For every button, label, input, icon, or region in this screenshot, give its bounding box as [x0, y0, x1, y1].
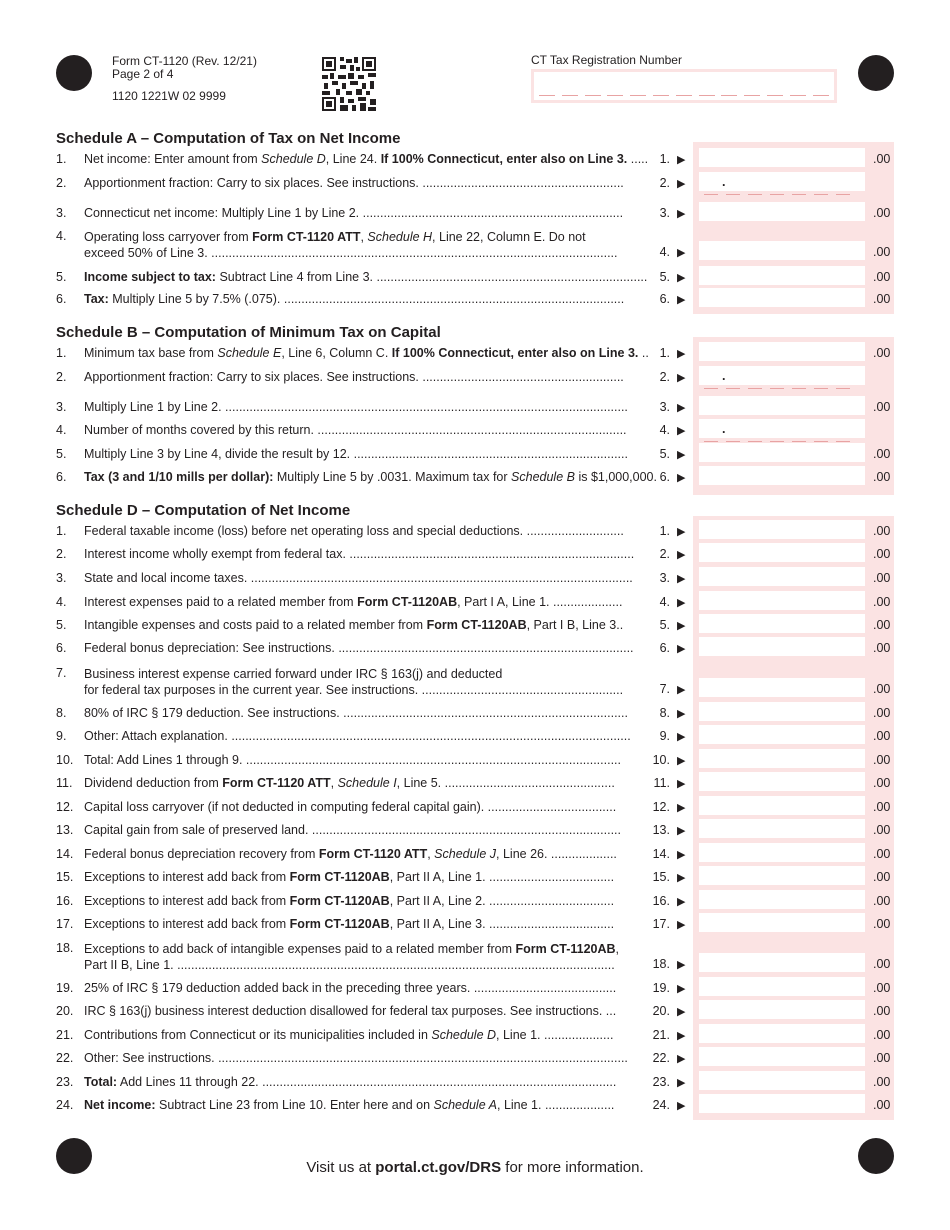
amount-input[interactable]	[699, 977, 865, 996]
schedule-b-title: Schedule B – Computation of Minimum Tax on Capital	[56, 324, 441, 341]
line-reference: 7.	[659, 682, 670, 696]
arrow-icon: ▶	[677, 1030, 686, 1042]
line-number: 14.	[56, 847, 74, 861]
cents-label: .00	[873, 847, 891, 861]
line-reference: 6.	[659, 292, 670, 306]
arrow-icon: ▶	[677, 449, 686, 461]
line-description: Contributions from Connecticut or its municipalities included in Schedule D, Line 1. ....................	[84, 1028, 614, 1042]
line-reference: 17.	[652, 917, 670, 931]
line-description: Federal bonus depreciation recovery from Form CT-1120 ATT, Schedule J, Line 26. ...................	[84, 847, 617, 861]
line-number: 9.	[56, 729, 67, 743]
line-number: 4.	[56, 595, 67, 609]
line-number: 23.	[56, 1075, 74, 1089]
line-reference: 8.	[659, 706, 670, 720]
line-description: Multiply Line 1 by Line 2. ....................................................................................................................	[84, 400, 628, 414]
line-number: 3.	[56, 206, 67, 220]
line-description: Total: Add Lines 11 through 22. ......................................................................................................	[84, 1075, 617, 1089]
amount-input[interactable]	[699, 772, 865, 791]
amount-input[interactable]	[699, 890, 865, 909]
line-reference: 4.	[659, 423, 670, 437]
amount-input[interactable]	[699, 796, 865, 815]
digit-guide	[814, 441, 828, 442]
digit-guide	[562, 95, 578, 96]
amount-input[interactable]	[699, 1047, 865, 1066]
digit-guide	[836, 194, 850, 195]
arrow-icon: ▶	[677, 1077, 686, 1089]
digit-guide	[836, 388, 850, 389]
line-number: 5.	[56, 447, 67, 461]
line-description: Business interest expense carried forward under IRC § 163(j) and deducted for federal tax purposes in the current year. See instructions. ..........................................................	[84, 667, 624, 697]
digit-guide	[676, 95, 692, 96]
line-number: 12.	[56, 800, 74, 814]
arrow-icon: ▶	[677, 731, 686, 743]
amount-input[interactable]	[699, 591, 865, 610]
digit-guide	[653, 95, 669, 96]
line-description: Exceptions to add back of intangible expenses paid to a related member from Form CT-1120AB, Part II B, Line 1. ..............................................................................................................................	[84, 942, 620, 972]
line-reference: 1.	[659, 524, 670, 538]
line-description: Income subject to tax: Subtract Line 4 from Line 3. ..............................................................................	[84, 270, 648, 284]
cents-label: .00	[873, 981, 891, 995]
decimal-point: .	[722, 422, 726, 436]
arrow-icon: ▶	[677, 872, 686, 884]
amount-input[interactable]	[699, 749, 865, 768]
arrow-icon: ▶	[677, 526, 686, 538]
line-number: 2.	[56, 370, 67, 384]
cents-label: .00	[873, 776, 891, 790]
line-number: 6.	[56, 470, 67, 484]
line-number: 11.	[56, 776, 73, 790]
arrow-icon: ▶	[677, 208, 686, 220]
digit-guide	[744, 95, 760, 96]
qr-code	[322, 57, 376, 111]
cents-label: .00	[873, 800, 891, 814]
line-reference: 4.	[659, 595, 670, 609]
cents-label: .00	[873, 400, 891, 414]
line-number: 16.	[56, 894, 74, 908]
arrow-icon: ▶	[677, 919, 686, 931]
line-reference: 20.	[652, 1004, 670, 1018]
cents-label: .00	[873, 571, 891, 585]
line-number: 2.	[56, 547, 67, 561]
decimal-point: .	[722, 369, 726, 383]
line-reference: 5.	[659, 270, 670, 284]
digit-guide	[748, 441, 762, 442]
amount-input[interactable]	[699, 678, 865, 697]
cents-label: .00	[873, 753, 891, 767]
cents-label: .00	[873, 270, 891, 284]
amount-input[interactable]	[699, 702, 865, 721]
arrow-icon: ▶	[677, 294, 686, 306]
cents-label: .00	[873, 729, 891, 743]
arrow-icon: ▶	[677, 372, 686, 384]
amount-input[interactable]	[699, 637, 865, 656]
line-description: Capital gain from sale of preserved land. .........................................................................................	[84, 823, 621, 837]
line-reference: 6.	[659, 641, 670, 655]
cents-label: .00	[873, 1075, 891, 1089]
digit-guide	[814, 194, 828, 195]
line-description: IRC § 163(j) business interest deduction disallowed for federal tax purposes. See instructions. ...	[84, 1004, 617, 1018]
line-reference: 16.	[652, 894, 670, 908]
line-reference: 21.	[652, 1028, 670, 1042]
line-reference: 2.	[659, 547, 670, 561]
digit-guide	[726, 194, 740, 195]
amount-input[interactable]	[699, 520, 865, 539]
arrow-icon: ▶	[677, 1100, 686, 1112]
arrow-icon: ▶	[677, 825, 686, 837]
line-description: Interest expenses paid to a related member from Form CT-1120AB, Part I A, Line 1. ....................	[84, 595, 623, 609]
line-reference: 19.	[652, 981, 670, 995]
digit-guide	[790, 95, 806, 96]
line-description: Total: Add Lines 1 through 9. ............................................................................................................	[84, 753, 621, 767]
footer-link[interactable]: portal.ct.gov/DRS	[375, 1159, 502, 1176]
arrow-icon: ▶	[677, 348, 686, 360]
digit-guide	[770, 388, 784, 389]
amount-input[interactable]	[699, 288, 865, 307]
digit-guide	[704, 194, 718, 195]
amount-input[interactable]	[699, 843, 865, 862]
amount-input[interactable]	[699, 466, 865, 485]
digit-guide	[748, 194, 762, 195]
arrow-icon: ▶	[677, 778, 686, 790]
line-description: Intangible expenses and costs paid to a related member from Form CT-1120AB, Part I B, Line 3..	[84, 618, 624, 632]
digit-guide	[607, 95, 623, 96]
line-number: 3.	[56, 571, 67, 585]
form-code: 1120 1221W 02 9999	[112, 89, 226, 103]
digit-guide	[792, 441, 806, 442]
amount-input[interactable]	[699, 342, 865, 361]
line-description: Federal taxable income (loss) before net operating loss and special deductions. ............................	[84, 524, 624, 538]
line-reference: 15.	[652, 870, 670, 884]
footer-suffix: for more information.	[501, 1159, 644, 1176]
arrow-icon: ▶	[677, 708, 686, 720]
cents-label: .00	[873, 245, 891, 259]
amount-input[interactable]	[699, 913, 865, 932]
arrow-icon: ▶	[677, 643, 686, 655]
cents-label: .00	[873, 1098, 891, 1112]
line-number: 4.	[56, 423, 67, 437]
digit-guide	[748, 388, 762, 389]
line-description: Exceptions to interest add back from Form CT-1120AB, Part II A, Line 3. ....................................	[84, 917, 615, 931]
amount-input[interactable]	[699, 567, 865, 586]
line-description: 80% of IRC § 179 deduction. See instructions. ..................................................................................	[84, 706, 628, 720]
amount-input[interactable]	[699, 443, 865, 462]
line-number: 4.	[56, 229, 67, 243]
line-reference: 12.	[652, 800, 670, 814]
cents-label: .00	[873, 346, 891, 360]
digit-guide	[630, 95, 646, 96]
line-number: 17.	[56, 917, 74, 931]
line-description: Interest income wholly exempt from federal tax. ..................................................................................	[84, 547, 635, 561]
line-reference: 11.	[653, 776, 670, 790]
amount-input[interactable]	[699, 241, 865, 260]
registration-number-input[interactable]	[534, 72, 834, 100]
line-reference: 10.	[652, 753, 670, 767]
line-number: 10.	[56, 753, 74, 767]
line-number: 24.	[56, 1098, 74, 1112]
line-reference: 5.	[659, 618, 670, 632]
amount-input[interactable]	[699, 819, 865, 838]
cents-label: .00	[873, 823, 891, 837]
line-description: Operating loss carryover from Form CT-1120 ATT, Schedule H, Line 22, Column E. Do not exceed 50% of Line 3. .....................................................................................................................	[84, 230, 618, 260]
amount-input[interactable]	[699, 1024, 865, 1043]
line-number: 13.	[56, 823, 74, 837]
arrow-icon: ▶	[677, 154, 686, 166]
arrow-icon: ▶	[677, 247, 686, 259]
line-reference: 3.	[659, 571, 670, 585]
line-description: Number of months covered by this return. .........................................................................................	[84, 423, 627, 437]
arrow-icon: ▶	[677, 896, 686, 908]
arrow-icon: ▶	[677, 983, 686, 995]
digit-guide	[813, 95, 829, 96]
digit-guide	[721, 95, 737, 96]
cents-label: .00	[873, 470, 891, 484]
arrow-icon: ▶	[677, 620, 686, 632]
cents-label: .00	[873, 894, 891, 908]
line-description: Other: Attach explanation. ...................................................................................................................	[84, 729, 631, 743]
footer	[0, 1159, 950, 1176]
line-reference: 24.	[652, 1098, 670, 1112]
digit-guide	[836, 441, 850, 442]
cents-label: .00	[873, 206, 891, 220]
line-number: 6.	[56, 641, 67, 655]
cents-label: .00	[873, 292, 891, 306]
arrow-icon: ▶	[677, 1006, 686, 1018]
registration-mark-top-right	[858, 55, 894, 91]
arrow-icon: ▶	[677, 425, 686, 437]
cents-label: .00	[873, 547, 891, 561]
amount-input[interactable]	[699, 1094, 865, 1113]
line-description: Connecticut net income: Multiply Line 1 by Line 2. ...........................................................................	[84, 206, 624, 220]
line-number: 21.	[56, 1028, 74, 1042]
line-number: 7.	[56, 666, 67, 680]
amount-input[interactable]	[699, 866, 865, 885]
line-number: 5.	[56, 618, 67, 632]
line-number: 15.	[56, 870, 74, 884]
line-number: 1.	[56, 346, 67, 360]
cents-label: .00	[873, 641, 891, 655]
line-reference: 3.	[659, 400, 670, 414]
line-description: Capital loss carryover (if not deducted in computing federal capital gain). .....................................	[84, 800, 617, 814]
arrow-icon: ▶	[677, 1053, 686, 1065]
digit-guide	[585, 95, 601, 96]
line-description: 25% of IRC § 179 deduction added back in the preceding three years. .........................................	[84, 981, 617, 995]
line-reference: 6.	[659, 470, 670, 484]
line-number: 2.	[56, 176, 67, 190]
line-description: Net income: Enter amount from Schedule D, Line 24. If 100% Connecticut, enter also on Line 3. .....	[84, 152, 649, 166]
digit-guide	[814, 388, 828, 389]
line-description: Apportionment fraction: Carry to six places. See instructions. ..........................................................	[84, 370, 624, 384]
line-reference: 13.	[652, 823, 670, 837]
line-description: Net income: Subtract Line 23 from Line 10. Enter here and on Schedule A, Line 1. ....................	[84, 1098, 615, 1112]
cents-label: .00	[873, 706, 891, 720]
line-reference: 2.	[659, 370, 670, 384]
line-reference: 14.	[652, 847, 670, 861]
line-reference: 1.	[659, 152, 670, 166]
digit-guide	[726, 441, 740, 442]
amount-input[interactable]	[699, 725, 865, 744]
line-description: Tax: Multiply Line 5 by 7.5% (.075). ..................................................................................................	[84, 292, 625, 306]
line-description: State and local income taxes. ..............................................................................................................	[84, 571, 633, 585]
line-description: Multiply Line 3 by Line 4, divide the result by 12. ...............................................................................	[84, 447, 628, 461]
cents-label: .00	[873, 1051, 891, 1065]
digit-guide	[726, 388, 740, 389]
arrow-icon: ▶	[677, 402, 686, 414]
cents-label: .00	[873, 1004, 891, 1018]
cents-label: .00	[873, 870, 891, 884]
cents-label: .00	[873, 447, 891, 461]
arrow-icon: ▶	[677, 472, 686, 484]
digit-guide	[767, 95, 783, 96]
line-reference: 2.	[659, 176, 670, 190]
line-reference: 5.	[659, 447, 670, 461]
arrow-icon: ▶	[677, 849, 686, 861]
digit-guide	[770, 441, 784, 442]
registration-number-field[interactable]	[531, 69, 837, 103]
line-number: 20.	[56, 1004, 74, 1018]
line-number: 22.	[56, 1051, 74, 1065]
line-description: Exceptions to interest add back from Form CT-1120AB, Part II A, Line 2. ....................................	[84, 894, 615, 908]
line-reference: 18.	[652, 957, 670, 971]
cents-label: .00	[873, 524, 891, 538]
line-reference: 3.	[659, 206, 670, 220]
page-number: Page 2 of 4	[112, 67, 174, 81]
cents-label: .00	[873, 152, 891, 166]
amount-input[interactable]	[699, 953, 865, 972]
footer-prefix: Visit us at	[306, 1159, 376, 1176]
arrow-icon: ▶	[677, 549, 686, 561]
line-reference: 23.	[652, 1075, 670, 1089]
line-number: 19.	[56, 981, 74, 995]
digit-guide	[539, 95, 555, 96]
line-description: Minimum tax base from Schedule E, Line 6, Column C. If 100% Connecticut, enter also on Line 3. ..	[84, 346, 649, 360]
line-description: Apportionment fraction: Carry to six places. See instructions. ..........................................................	[84, 176, 624, 190]
line-number: 3.	[56, 400, 67, 414]
amount-input[interactable]	[699, 266, 865, 285]
cents-label: .00	[873, 957, 891, 971]
digit-guide	[704, 441, 718, 442]
schedule-d-title: Schedule D – Computation of Net Income	[56, 502, 351, 519]
cents-label: .00	[873, 618, 891, 632]
line-description: Exceptions to interest add back from Form CT-1120AB, Part II A, Line 1. ....................................	[84, 870, 615, 884]
schedule-a-title: Schedule A – Computation of Tax on Net Income	[56, 130, 401, 147]
cents-label: .00	[873, 917, 891, 931]
amount-input[interactable]	[699, 614, 865, 633]
line-reference: 22.	[652, 1051, 670, 1065]
line-number: 1.	[56, 152, 67, 166]
line-reference: 9.	[659, 729, 670, 743]
amount-input[interactable]	[699, 1071, 865, 1090]
line-description: Tax (3 and 1/10 mills per dollar): Multiply Line 5 by .0031. Maximum tax for Schedule B is $1,000,000.	[84, 470, 657, 484]
line-description: Dividend deduction from Form CT-1120 ATT, Schedule I, Line 5. .................................................	[84, 776, 615, 790]
digit-guide	[792, 388, 806, 389]
amount-input[interactable]	[699, 148, 865, 167]
amount-input[interactable]	[699, 1000, 865, 1019]
line-number: 5.	[56, 270, 67, 284]
amount-input[interactable]	[699, 202, 865, 221]
line-number: 18.	[56, 941, 74, 955]
arrow-icon: ▶	[677, 684, 686, 696]
cents-label: .00	[873, 682, 891, 696]
line-description: Federal bonus depreciation: See instructions. .....................................................................................	[84, 641, 634, 655]
line-description: Other: See instructions. ......................................................................................................................	[84, 1051, 628, 1065]
line-number: 8.	[56, 706, 67, 720]
digit-guide	[699, 95, 715, 96]
amount-input[interactable]	[699, 543, 865, 562]
cents-label: .00	[873, 595, 891, 609]
arrow-icon: ▶	[677, 573, 686, 585]
arrow-icon: ▶	[677, 959, 686, 971]
arrow-icon: ▶	[677, 597, 686, 609]
arrow-icon: ▶	[677, 755, 686, 767]
registration-number-label: CT Tax Registration Number	[531, 53, 682, 67]
line-reference: 1.	[659, 346, 670, 360]
digit-guide	[792, 194, 806, 195]
digit-guide	[704, 388, 718, 389]
digit-guide	[770, 194, 784, 195]
line-reference: 4.	[659, 245, 670, 259]
cents-label: .00	[873, 1028, 891, 1042]
arrow-icon: ▶	[677, 802, 686, 814]
amount-input[interactable]	[699, 396, 865, 415]
form-id: Form CT-1120 (Rev. 12/21)	[112, 54, 257, 68]
line-number: 6.	[56, 292, 67, 306]
registration-mark-top-left	[56, 55, 92, 91]
line-number: 1.	[56, 524, 67, 538]
arrow-icon: ▶	[677, 272, 686, 284]
arrow-icon: ▶	[677, 178, 686, 190]
decimal-point: .	[722, 175, 726, 189]
